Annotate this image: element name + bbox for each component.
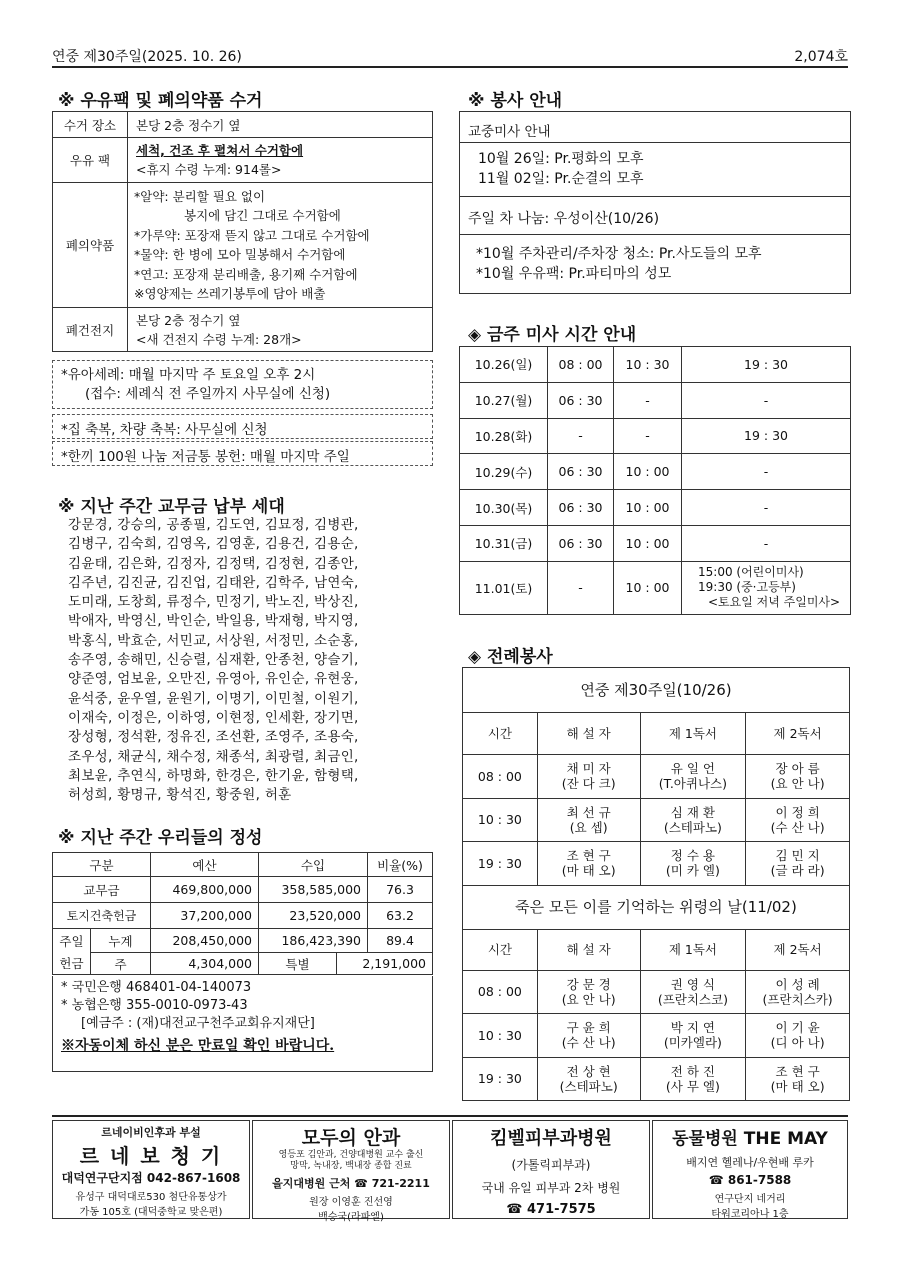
mass-time: - bbox=[614, 382, 682, 418]
liturgy-minister bbox=[640, 798, 746, 842]
offerings-header: 예산 bbox=[151, 853, 259, 877]
ad-line: 르네이비인후과 부설 bbox=[101, 1126, 201, 1139]
offerings-value: 358,585,000 bbox=[259, 877, 368, 903]
minister-saint-name: (마 태 오) bbox=[770, 1078, 825, 1094]
minister-name: 전 하 진 bbox=[670, 1063, 715, 1079]
mass-row bbox=[460, 525, 851, 561]
notice-line: *집 축복, 차량 축복: 사무실에 신청 bbox=[61, 422, 268, 438]
household-names-line: 김병구, 김숙희, 김영옥, 김영훈, 김용건, 김용순, bbox=[68, 536, 359, 553]
mass-day: 10.29(수) bbox=[460, 454, 548, 490]
collection-place: 본당 2층 정수기 옆 bbox=[128, 112, 433, 138]
household-names-line: 윤석중, 윤우열, 윤원기, 이명기, 이민철, 이원기, bbox=[68, 690, 359, 707]
mass-time: 10 : 00 bbox=[614, 490, 682, 526]
liturgy-minister bbox=[640, 1014, 746, 1058]
medicine-line: *알약: 분리할 필요 없이 bbox=[134, 188, 266, 204]
minister-saint-name: (디 아 나) bbox=[770, 1035, 825, 1051]
issue-number: 2,074호 bbox=[794, 49, 848, 65]
ad-line: 백승국(라파엘) bbox=[318, 1212, 384, 1223]
offerings-value: 23,520,000 bbox=[259, 903, 368, 929]
liturgy-block-title: 죽은 모든 이를 기억하는 위령의 날(11/02) bbox=[463, 885, 850, 929]
ad-line: 원장 이영훈 진선영 bbox=[309, 1197, 393, 1208]
minister-name: 심 재 환 bbox=[670, 804, 715, 820]
minister-saint-name: (미 카 엘) bbox=[665, 863, 720, 879]
offerings-ratio: 89.4 bbox=[368, 929, 433, 953]
household-names-line: 송주영, 송해민, 신승렬, 심재환, 안종천, 양슬기, bbox=[68, 652, 359, 669]
savings-notice bbox=[52, 441, 433, 466]
medicine-line: *가루약: 포장재 뜯지 않고 그대로 수거함에 bbox=[134, 227, 370, 243]
offerings-value: 208,450,000 bbox=[151, 929, 259, 953]
duty-line: *10월 우유팩: Pr.파티마의 성모 bbox=[476, 266, 672, 282]
liturgy-header: 제 2독서 bbox=[746, 713, 850, 755]
mass-time: 06 : 30 bbox=[548, 454, 614, 490]
offerings-table bbox=[52, 852, 433, 975]
notice-line: *한끼 100원 나눔 저금통 봉헌: 매월 마지막 주일 bbox=[61, 449, 350, 465]
offerings-label: 헌금 bbox=[53, 953, 91, 975]
household-names-line: 최보윤, 추연식, 하명화, 한경은, 한기윤, 함형택, bbox=[68, 767, 359, 784]
ad-line: ☎ 471-7575 bbox=[506, 1202, 596, 1217]
ad-line: (가톨릭피부과) bbox=[511, 1158, 591, 1172]
offerings-label: 토지건축헌금 bbox=[53, 903, 151, 929]
mass-time: - bbox=[682, 525, 851, 561]
minister-name: 이 기 윤 bbox=[775, 1020, 820, 1036]
household-names-line: 허성희, 황명규, 황석진, 황중원, 허훈 bbox=[68, 787, 292, 804]
mass-day: 10.31(금) bbox=[460, 525, 548, 561]
liturgy-row bbox=[463, 842, 850, 886]
ad-line: 영등포 김안과, 건양대병원 교수 출신 bbox=[278, 1150, 424, 1160]
liturgy-header: 해 설 자 bbox=[537, 713, 640, 755]
liturgy-time: 10 : 30 bbox=[463, 1014, 538, 1058]
liturgy-header: 해 설 자 bbox=[537, 929, 640, 970]
minister-saint-name: (잔 다 크) bbox=[561, 776, 616, 792]
minister-saint-name: (스테파노) bbox=[559, 1078, 618, 1094]
mass-label: 교중미사 안내 bbox=[468, 124, 551, 140]
mass-day: 11.01(토) bbox=[460, 561, 548, 614]
liturgy-minister bbox=[537, 755, 640, 799]
mass-day: 10.30(목) bbox=[460, 490, 548, 526]
liturgy-title: ◈ 전례봉사 bbox=[468, 647, 553, 667]
liturgy-minister bbox=[746, 755, 850, 799]
collection-label: 수거 장소 bbox=[53, 112, 128, 138]
liturgy-header: 제 1독서 bbox=[640, 929, 746, 970]
household-names-line: 박애자, 박영신, 박인순, 박일용, 박재형, 박지영, bbox=[68, 613, 359, 630]
minister-name: 구 윤 희 bbox=[566, 1020, 611, 1036]
mass-time: - bbox=[682, 382, 851, 418]
ad-hearing-aid bbox=[52, 1120, 250, 1219]
mass-line: 10월 26일: Pr.평화의 모후 bbox=[478, 151, 644, 167]
mass-time: - bbox=[548, 561, 614, 614]
baptism-notice bbox=[52, 360, 433, 409]
liturgy-table bbox=[462, 667, 850, 1101]
ad-line: 국내 유일 피부과 2차 병원 bbox=[481, 1181, 621, 1195]
liturgy-row bbox=[463, 755, 850, 799]
ad-line: 타워코리아나 1층 bbox=[711, 1209, 789, 1220]
medicine-line: ※영양제는 쓰레기봉투에 담아 배출 bbox=[134, 286, 326, 301]
mass-time: 10 : 00 bbox=[614, 454, 682, 490]
offerings-ratio: 76.3 bbox=[368, 877, 433, 903]
liturgy-minister bbox=[640, 755, 746, 799]
liturgy-minister bbox=[746, 1057, 850, 1101]
liturgy-time: 19 : 30 bbox=[463, 1057, 538, 1101]
offerings-value: 37,200,000 bbox=[151, 903, 259, 929]
service-title: ※ 봉사 안내 bbox=[468, 91, 563, 111]
ad-brand: 모두의 안과 bbox=[301, 1127, 401, 1149]
minister-saint-name: (프란치스코) bbox=[657, 991, 728, 1007]
ad-line: 배지연 헬레나/우현배 루카 bbox=[686, 1156, 814, 1169]
minister-saint-name: (T.아퀴나스) bbox=[658, 776, 727, 792]
minister-name: 이 성 례 bbox=[775, 976, 820, 992]
minister-saint-name: (스테파노) bbox=[663, 819, 722, 835]
minister-name: 이 정 희 bbox=[775, 804, 820, 820]
mass-time: - bbox=[682, 454, 851, 490]
liturgy-minister bbox=[537, 1057, 640, 1101]
ad-line: 을지대병원 근처 ☎ 721-2211 bbox=[272, 1177, 430, 1190]
liturgy-time: 19 : 30 bbox=[463, 842, 538, 886]
medicine-line: *연고: 포장재 분리배출, 용기째 수거함에 bbox=[134, 266, 358, 282]
minister-saint-name: (수 산 나) bbox=[770, 819, 825, 835]
saturday-mass-line: <토요일 저녁 주일미사> bbox=[708, 595, 841, 610]
household-names-line: 도미래, 도창희, 류정수, 민정기, 박노진, 박상진, bbox=[68, 594, 359, 611]
offerings-label: 특별 bbox=[259, 953, 337, 975]
auto-transfer-notice: ※자동이체 하신 분은 만료일 확인 바랍니다. bbox=[61, 1038, 335, 1054]
minister-name: 조 현 구 bbox=[775, 1063, 820, 1079]
minister-saint-name: (요 안 나) bbox=[561, 991, 616, 1007]
liturgy-row bbox=[463, 970, 850, 1014]
battery-place: 본당 2층 정수기 옆 bbox=[136, 312, 241, 328]
battery-count: <새 건전지 수령 누계: 28개> bbox=[136, 331, 302, 347]
mass-times-title: ◈ 금주 미사 시간 안내 bbox=[468, 325, 637, 345]
mass-time: 19 : 30 bbox=[682, 418, 851, 454]
bank-info bbox=[52, 976, 433, 1072]
minister-saint-name: (수 산 나) bbox=[561, 1035, 616, 1051]
offerings-label: 주일 bbox=[53, 929, 91, 953]
offerings-header: 수입 bbox=[259, 853, 368, 877]
household-names-line: 김주년, 김진균, 김진업, 김태완, 김학주, 남연숙, bbox=[68, 574, 359, 591]
liturgy-minister bbox=[537, 970, 640, 1014]
liturgy-minister bbox=[640, 842, 746, 886]
household-names-line: 박홍식, 박효순, 서민교, 서상원, 서정민, 소순홍, bbox=[68, 632, 359, 649]
household-names-line: 양준영, 엄보윤, 오만진, 유영아, 유인순, 유현웅, bbox=[68, 671, 359, 688]
mass-row bbox=[460, 347, 851, 383]
liturgy-row bbox=[463, 1057, 850, 1101]
milk-carton-count: <휴지 수령 누계: 914롤> bbox=[136, 162, 282, 177]
minister-saint-name: (요 안 나) bbox=[770, 776, 825, 792]
liturgy-time: 10 : 30 bbox=[463, 798, 538, 842]
offerings-title: ※ 지난 주간 우리들의 정성 bbox=[58, 828, 263, 848]
liturgy-minister bbox=[537, 1014, 640, 1058]
minister-name: 장 아 름 bbox=[775, 761, 820, 777]
issue-date: 연중 제30주일(2025. 10. 26) bbox=[52, 49, 242, 65]
collection-table bbox=[52, 111, 433, 352]
liturgy-minister bbox=[640, 970, 746, 1014]
ad-brand: 킴벨피부과병원 bbox=[490, 1128, 612, 1149]
saturday-mass-line: 15:00 (어린이미사) bbox=[698, 565, 804, 580]
liturgy-time: 08 : 00 bbox=[463, 755, 538, 799]
mass-time: 10 : 00 bbox=[614, 561, 682, 614]
liturgy-minister bbox=[746, 798, 850, 842]
minister-name: 채 미 자 bbox=[566, 761, 611, 777]
liturgy-time: 08 : 00 bbox=[463, 970, 538, 1014]
offerings-value: 4,304,000 bbox=[151, 953, 259, 975]
notice-line: *유아세례: 매월 마지막 주 토요일 오후 2시 bbox=[61, 367, 316, 383]
saturday-mass-line: 19:30 (중·고등부) bbox=[698, 580, 796, 595]
minister-saint-name: (요 셉) bbox=[569, 819, 608, 835]
page-header bbox=[52, 44, 848, 68]
service-box bbox=[459, 111, 851, 294]
household-names-line: 장성형, 정석환, 정유진, 조선환, 조영주, 조용숙, bbox=[68, 729, 359, 746]
medicine-line: *물약: 한 병에 모아 밀봉해서 수거함에 bbox=[134, 247, 346, 262]
minister-name: 최 선 규 bbox=[566, 804, 611, 820]
minister-name: 박 지 연 bbox=[670, 1020, 715, 1036]
offerings-label: 누계 bbox=[91, 929, 151, 953]
liturgy-header: 시간 bbox=[463, 713, 538, 755]
ad-brand: 동물병원 THE MAY bbox=[672, 1129, 828, 1149]
household-names-line: 김윤태, 김은화, 김정자, 김정택, 김정현, 김종안, bbox=[68, 555, 359, 572]
liturgy-minister bbox=[746, 970, 850, 1014]
mass-time: 06 : 30 bbox=[548, 490, 614, 526]
ad-dermatology bbox=[452, 1120, 650, 1219]
milk-carton-instruction: 세척, 건조 후 펼쳐서 수거함에 bbox=[136, 143, 304, 158]
liturgy-minister bbox=[746, 842, 850, 886]
minister-saint-name: (프란치스카) bbox=[762, 991, 833, 1007]
ad-brand: 르 네 보 청 기 bbox=[79, 1144, 223, 1168]
mass-day: 10.26(일) bbox=[460, 347, 548, 383]
offerings-label: 교무금 bbox=[53, 877, 151, 903]
households-title: ※ 지난 주간 교무금 납부 세대 bbox=[58, 497, 285, 517]
ad-line: 대덕연구단지점 042-867-1608 bbox=[61, 1171, 241, 1185]
liturgy-block-title: 연중 제30주일(10/26) bbox=[463, 668, 850, 713]
collection-label: 우유 팩 bbox=[53, 138, 128, 183]
households-list bbox=[68, 516, 438, 805]
minister-name: 정 수 용 bbox=[670, 848, 715, 864]
minister-name: 유 일 언 bbox=[670, 761, 715, 777]
liturgy-header: 제 1독서 bbox=[640, 713, 746, 755]
sharing-line: 주일 차 나눔: 우성이산(10/26) bbox=[468, 211, 660, 227]
minister-saint-name: (미카엘라) bbox=[663, 1035, 722, 1051]
mass-row bbox=[460, 454, 851, 490]
duty-line: *10월 주차관리/주차장 청소: Pr.사도들의 모후 bbox=[476, 246, 762, 262]
mass-time: - bbox=[682, 490, 851, 526]
liturgy-header: 시간 bbox=[463, 929, 538, 970]
offerings-label: 주 bbox=[91, 953, 151, 975]
liturgy-minister bbox=[746, 1014, 850, 1058]
liturgy-minister bbox=[640, 1057, 746, 1101]
mass-day: 10.27(월) bbox=[460, 382, 548, 418]
mass-time: - bbox=[614, 418, 682, 454]
minister-name: 권 영 식 bbox=[670, 976, 715, 992]
ad-line: ☎ 861-7588 bbox=[708, 1173, 792, 1187]
minister-saint-name: (글 라 라) bbox=[770, 863, 825, 879]
blessing-notice bbox=[52, 414, 433, 439]
mass-time: - bbox=[548, 418, 614, 454]
mass-times-table bbox=[459, 346, 851, 615]
offerings-ratio: 63.2 bbox=[368, 903, 433, 929]
offerings-header: 비율(%) bbox=[368, 853, 433, 877]
bank-line: [예금주 : (재)대전교구천주교회유지재단] bbox=[81, 1016, 315, 1031]
mass-time: 19 : 30 bbox=[682, 347, 851, 383]
collection-label: 폐의약품 bbox=[53, 183, 128, 308]
notice-line: (접수: 세례식 전 주일까지 사무실에 신청) bbox=[85, 386, 331, 402]
medicine-line: 봉지에 담긴 그대로 수거함에 bbox=[184, 208, 341, 223]
minister-saint-name: (사 무 엘) bbox=[665, 1078, 720, 1094]
mass-time: 06 : 30 bbox=[548, 525, 614, 561]
collection-label: 폐건전지 bbox=[53, 308, 128, 352]
bank-line: * 농협은행 355-0010-0973-43 bbox=[61, 998, 248, 1013]
liturgy-minister bbox=[537, 842, 640, 886]
minister-name: 전 상 현 bbox=[566, 1063, 611, 1079]
ad-eye-clinic bbox=[252, 1120, 450, 1223]
liturgy-row bbox=[463, 798, 850, 842]
mass-line: 11월 02일: Pr.순결의 모후 bbox=[478, 171, 644, 187]
ad-animal-hospital bbox=[652, 1120, 848, 1219]
minister-name: 김 민 지 bbox=[775, 848, 820, 864]
mass-row bbox=[460, 418, 851, 454]
household-names-line: 조우성, 채균식, 채수정, 채종석, 최광렬, 최금인, bbox=[68, 748, 359, 765]
offerings-value: 2,191,000 bbox=[337, 953, 433, 975]
collection-title: ※ 우유팩 및 폐의약품 수거 bbox=[58, 91, 263, 111]
mass-time: 06 : 30 bbox=[548, 382, 614, 418]
offerings-header: 구분 bbox=[53, 853, 151, 877]
mass-row bbox=[460, 490, 851, 526]
mass-day: 10.28(화) bbox=[460, 418, 548, 454]
mass-time: 10 : 00 bbox=[614, 525, 682, 561]
mass-row bbox=[460, 382, 851, 418]
liturgy-minister bbox=[537, 798, 640, 842]
ad-line: 연구단지 네거리 bbox=[714, 1194, 786, 1205]
minister-name: 강 문 경 bbox=[566, 976, 611, 992]
ad-line: 유성구 대덕대로530 첨단유통상가 bbox=[75, 1192, 227, 1203]
household-names-line: 이재숙, 이정은, 이하영, 이현정, 인세환, 장기면, bbox=[68, 709, 359, 726]
offerings-value: 469,800,000 bbox=[151, 877, 259, 903]
bank-line: * 국민은행 468401-04-140073 bbox=[61, 980, 252, 995]
ad-line: 망막, 녹내장, 백내장 종합 진료 bbox=[290, 1161, 412, 1171]
minister-name: 조 현 구 bbox=[566, 848, 611, 864]
offerings-value: 186,423,390 bbox=[259, 929, 368, 953]
household-names-line: 강문경, 강승의, 공종필, 김도연, 김묘정, 김병관, bbox=[68, 517, 359, 533]
liturgy-row bbox=[463, 1014, 850, 1058]
mass-time: 08 : 00 bbox=[548, 347, 614, 383]
liturgy-header: 제 2독서 bbox=[746, 929, 850, 970]
ad-line: 가동 105호 (대덕중학교 맞은편) bbox=[79, 1207, 223, 1218]
mass-time: 10 : 30 bbox=[614, 347, 682, 383]
minister-saint-name: (마 태 오) bbox=[561, 863, 616, 879]
